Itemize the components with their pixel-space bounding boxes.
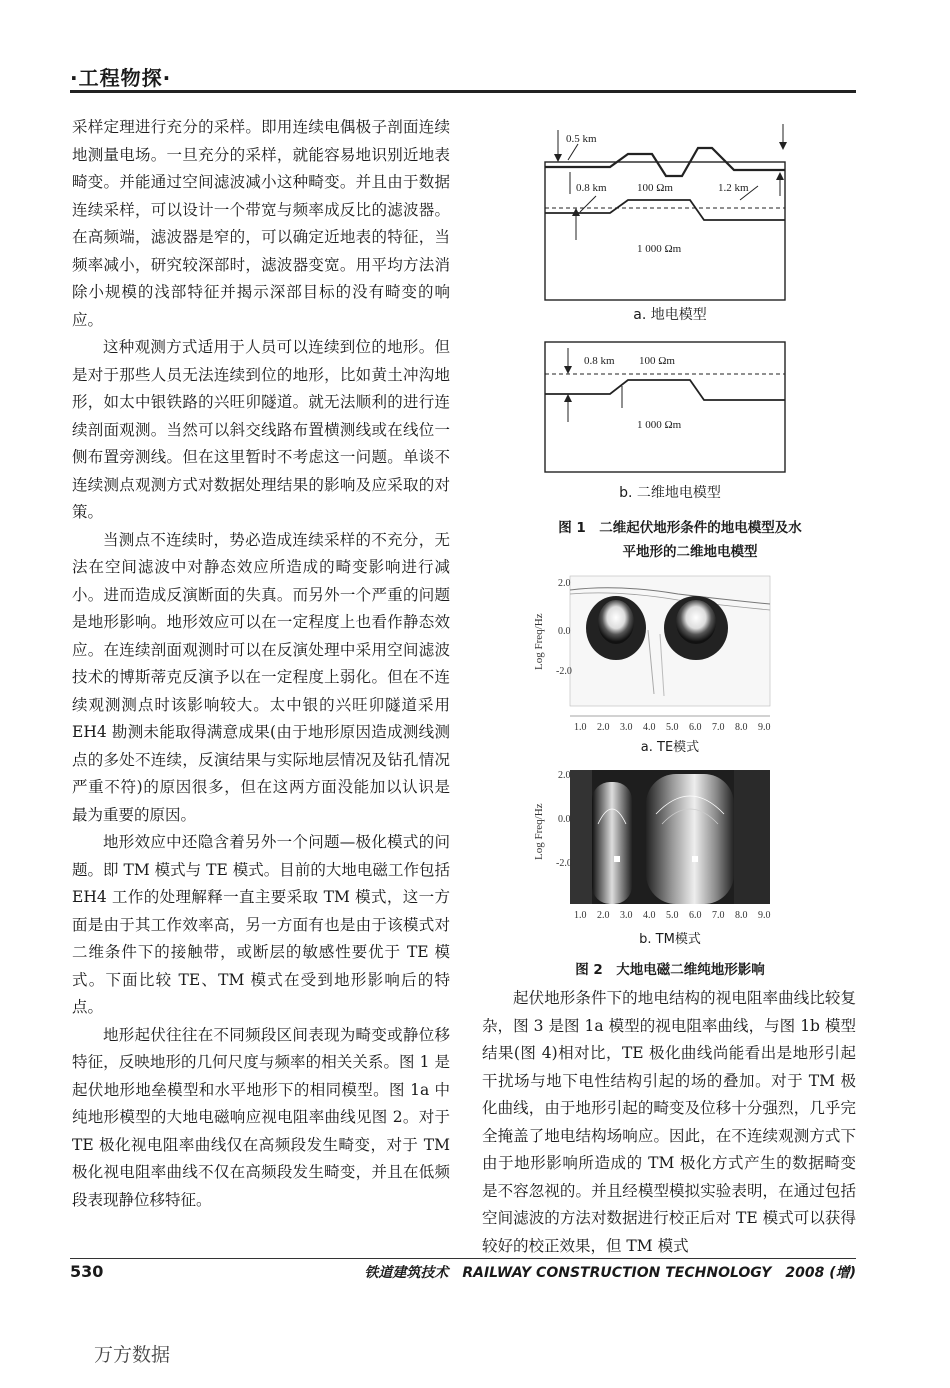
right-paragraph-1: 起伏地形条件下的地电结构的视电阻率曲线比较复杂，图 3 是图 1a 模型的视电阻率曲线，与图 1b 模型结果(图 4)相对比，TE 极化曲线尚能看出是地形引起干扰场与地下电性结构引起的场的叠加。对于 TM 极化曲线，由于地形引起的畸变及位移十分强烈，几乎完全掩盖了地电结构场响应。因此，在不连续观测方式下由于地形影响所造成的 TM 极化方式产生的数据畸变是不容忽视的。并且经模型模拟实验表明，在通过包括空间滤波的方法对数据进行校正后对 TE 模式可以获得较好的校正效果，但 TM 模式: [482, 989, 856, 1255]
y-tick: 0.0: [558, 626, 571, 637]
figure-1-caption-line-1: 图 1 二维起伏地形条件的地电模型及水: [558, 520, 802, 536]
left-paragraph-1: 采样定理进行充分的采样。即用连续电偶极子剖面连续地测量电场。一旦充分的采样，就能容易地识别近地表畸变。并能通过空间滤波减小这种畸变。并且由于数据连续采样，可以设计一个带宽与频率成反比的滤波器。在高频端，滤波器是窄的，可以确定近地表的特征，当频率减小，研究较深部时，滤波器变宽。用平均方法消除小规模的浅部特征并揭示深部目标的没有畸变的响应。: [72, 118, 450, 329]
x-tick-label: 8.0: [735, 722, 748, 733]
label-rho-upper: 100 Ωm: [639, 355, 675, 367]
footer-rule: [70, 1258, 856, 1259]
x-tick-label: 9.0: [758, 722, 771, 733]
label-rho-upper: 100 Ωm: [637, 182, 673, 194]
label-08km: 0.8 km: [576, 182, 607, 194]
column-right-gap: [734, 770, 770, 904]
x-tick-label: 4.0: [643, 722, 656, 733]
x-tick-label: 8.0: [735, 910, 748, 921]
header-rule: [70, 90, 856, 93]
figure-1b: [540, 338, 790, 478]
x-tick-label: 9.0: [758, 910, 771, 921]
interface-profile: [545, 200, 785, 220]
x-tick-label: 3.0: [620, 722, 633, 733]
figure-2-caption: 图 2 大地电磁二维纯地形影响: [575, 962, 765, 978]
x-tick-label: 6.0: [689, 910, 702, 921]
y-tick: -2.0: [556, 666, 572, 677]
column-left-gap: [570, 770, 592, 904]
figure-2a-label: a. TE模式: [640, 740, 700, 755]
y-tick: 0.0: [558, 814, 571, 825]
x-tick-label: 2.0: [597, 722, 610, 733]
x-tick-label: 4.0: [643, 910, 656, 921]
left-paragraph-2: 这种观测方式适用于人员可以连续到位的地形。但是对于那些人员无法连续到位的地形，比如黄土冲沟地形，如太中银铁路的兴旺卯隧道。就无法顺利的进行连续剖面观测。当然可以斜交线路布置横测线或在线位一侧布置旁测线。但在这里暂时不考虑这一问题。单谈不连续测点观测方式对数据处理结果的影响及应采取的对策。: [72, 338, 450, 521]
journal-name: 铁道建筑技术 RAILWAY CONSTRUCTION TECHNOLOGY 2008 (增): [364, 1265, 856, 1281]
left-paragraph-4: 地形效应中还隐含着另外一个问题—极化模式的问题。即 TM 模式与 TE 模式。目前的大地电磁工作包括 EH4 工作的处理解释一直主要采取 TM 模式，这一方面是由于其工作效率高，另一方面有也是由于该模式对二维条件下的接触带，或断层的敏感性要优于 TE 模式。下面比较 TE、TM 模式在受到地形影响后的特点。: [72, 833, 450, 1016]
x-tick-label: 2.0: [597, 910, 610, 921]
x-ticks-b: [574, 910, 771, 921]
left-paragraph-5: 地形起伏往往在不同频段区间表现为畸变或静位移特征，反映地形的几何尺度与频率的相关关系。图 1 是起伏地形地垒模型和水平地形下的相同模型。图 1a 中纯地形模型的大地电磁响应视电阻率曲线见图 2。对于 TE 极化视电阻率曲线仅在高频段发生畸变，对于 TM 极化视电阻率曲线不仅在高频段发生畸变，并且在低频段表现静位移特征。: [72, 1025, 450, 1209]
watermark: 万方数据: [94, 1344, 171, 1366]
figure-1a: [540, 120, 790, 306]
x-ticks-a: [574, 722, 771, 733]
x-tick-label: 5.0: [666, 910, 679, 921]
x-tick-label: 6.0: [689, 722, 702, 733]
anomaly-lobe-right-inner: [676, 600, 716, 644]
x-tick-label: 7.0: [712, 722, 725, 733]
y-axis-label: Log Freq/Hz: [533, 613, 545, 670]
figure-1-caption-line-2: 平地形的二维地电模型: [622, 544, 758, 560]
arrowhead: [572, 208, 580, 216]
section-title: ·工程物探·: [70, 66, 172, 90]
arrowhead: [776, 172, 784, 180]
y-tick: 2.0: [558, 770, 571, 781]
pointer-line: [580, 196, 596, 212]
y-tick: -2.0: [556, 858, 572, 869]
interface-profile: [545, 380, 785, 400]
label-05km: 0.5 km: [566, 133, 597, 145]
left-column: [72, 114, 450, 1214]
arrowhead: [554, 154, 562, 162]
right-column: [482, 985, 856, 1260]
figure-1b-label: b. 二维地电模型: [619, 485, 721, 501]
page-number: 530: [70, 1262, 104, 1281]
label-08km: 0.8 km: [584, 355, 615, 367]
x-tick-label: 5.0: [666, 722, 679, 733]
y-tick: 2.0: [558, 578, 571, 589]
label-rho-lower: 1 000 Ωm: [637, 419, 682, 431]
figure-2a: [528, 570, 798, 740]
marker: [614, 856, 620, 862]
label-rho-lower: 1 000 Ωm: [637, 243, 682, 255]
band-left: [592, 782, 632, 904]
marker: [692, 856, 698, 862]
x-tick-label: 1.0: [574, 722, 587, 733]
x-tick-label: 7.0: [712, 910, 725, 921]
pointer-line: [568, 144, 578, 160]
left-paragraph-3: 当测点不连续时，势必造成连续采样的不充分，无法在空间滤波中对静态效应所造成的畸变影响进行减小。进而造成反演断面的失真。而另外一个严重的问题是地形影响。地形效应可以在一定程度上也看作静态效应。在连续剖面观测时可以在反演处理中采用空间滤波技术的博斯蒂克反演予以在一定程度上弱化。但在不连续观测测点时该影响较大。太中银的兴旺卯隧道采用 EH4 勘测未能取得满意成果(由于地形原因造成测线测点的多处不连续，反演结果与实际地层情况及钻孔情况严重不符)的原因很多，但在这两方面没能加以认识是最为重要的原因。: [72, 530, 450, 824]
arrowhead: [564, 394, 572, 402]
x-tick-label: 1.0: [574, 910, 587, 921]
arrowhead: [779, 142, 787, 150]
arrowhead: [564, 366, 572, 374]
figure-2b-label: b. TM模式: [639, 932, 701, 947]
anomaly-lobe-left-inner: [598, 600, 634, 644]
label-12km: 1.2 km: [718, 182, 749, 194]
y-axis-label: Log Freq/Hz: [533, 803, 545, 860]
figure-2b: [528, 764, 798, 930]
x-tick-label: 3.0: [620, 910, 633, 921]
band-right: [646, 774, 734, 904]
figure-1a-label: a. 地电模型: [633, 307, 707, 323]
